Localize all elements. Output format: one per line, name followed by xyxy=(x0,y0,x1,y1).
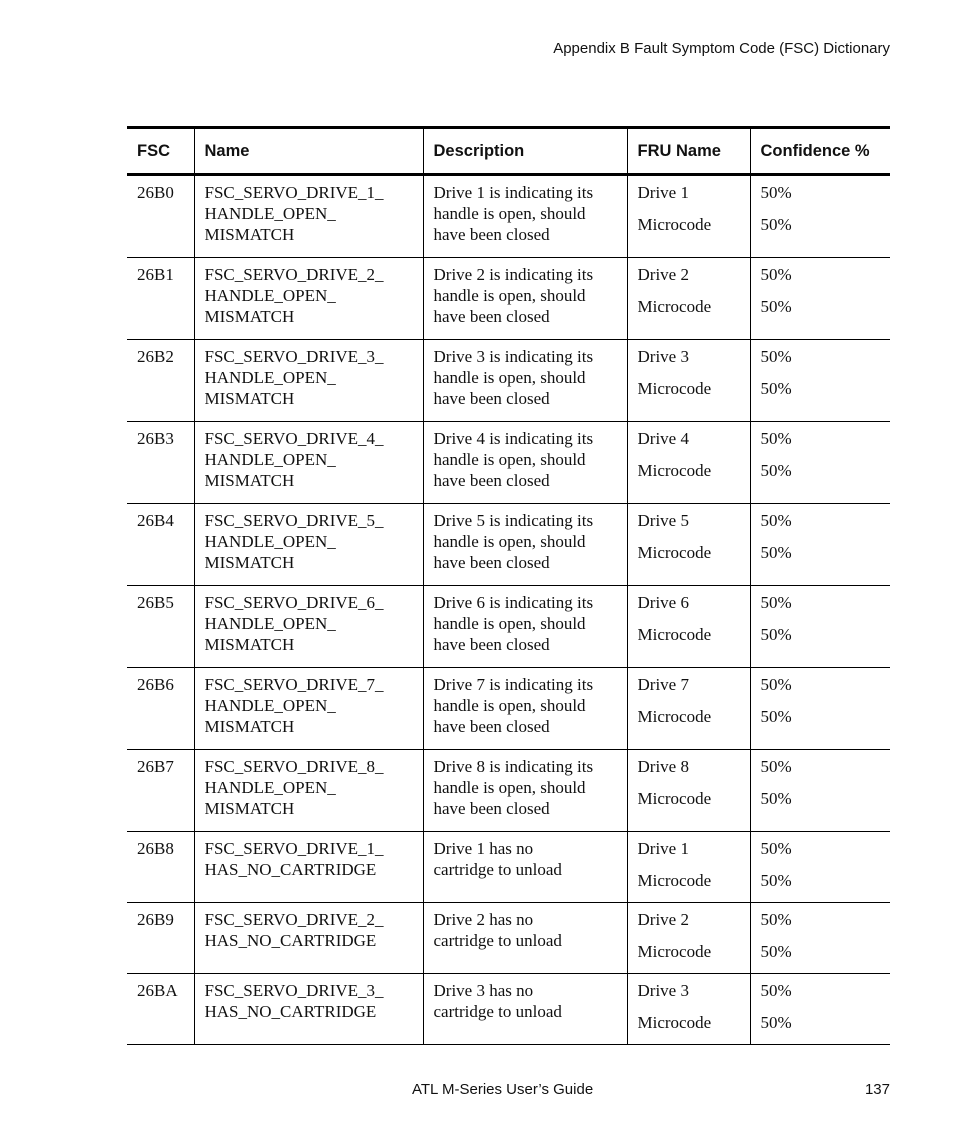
confidence: 50% 50% xyxy=(750,422,890,504)
table-row xyxy=(127,258,890,340)
fsc-name: FSC_SERVO_DRIVE_7_ HANDLE_OPEN_ MISMATCH xyxy=(194,668,423,750)
confidence: 50% 50% xyxy=(750,668,890,750)
fsc-code: 26B3 xyxy=(127,422,194,504)
fsc-name: FSC_SERVO_DRIVE_6_ HANDLE_OPEN_ MISMATCH xyxy=(194,586,423,668)
table-row xyxy=(127,903,890,974)
fru-name: Drive 6 Microcode xyxy=(627,586,750,668)
fsc-code: 26B6 xyxy=(127,668,194,750)
table-row xyxy=(127,832,890,903)
confidence: 50% 50% xyxy=(750,504,890,586)
fsc-code: 26B2 xyxy=(127,340,194,422)
fsc-description: Drive 2 has no cartridge to unload xyxy=(423,903,627,974)
fsc-code: 26B5 xyxy=(127,586,194,668)
fru-name: Drive 3 Microcode xyxy=(627,340,750,422)
fsc-description: Drive 4 is indicating its handle is open, should have been closed xyxy=(423,422,627,504)
column-header-description: Description xyxy=(423,128,627,175)
fsc-name: FSC_SERVO_DRIVE_5_ HANDLE_OPEN_ MISMATCH xyxy=(194,504,423,586)
confidence: 50% 50% xyxy=(750,340,890,422)
fsc-code: 26B8 xyxy=(127,832,194,903)
fsc-code: 26B7 xyxy=(127,750,194,832)
confidence: 50% 50% xyxy=(750,832,890,903)
fsc-code: 26B4 xyxy=(127,504,194,586)
fru-name: Drive 1 Microcode xyxy=(627,832,750,903)
table-row xyxy=(127,750,890,832)
confidence: 50% 50% xyxy=(750,750,890,832)
fru-name: Drive 1 Microcode xyxy=(627,175,750,258)
fsc-description: Drive 3 is indicating its handle is open, should have been closed xyxy=(423,340,627,422)
table-row xyxy=(127,340,890,422)
running-header: Appendix B Fault Symptom Code (FSC) Dictionary xyxy=(553,40,890,57)
fsc-name: FSC_SERVO_DRIVE_2_ HANDLE_OPEN_ MISMATCH xyxy=(194,258,423,340)
table-row xyxy=(127,504,890,586)
fsc-description: Drive 3 has no cartridge to unload xyxy=(423,974,627,1045)
table-row xyxy=(127,422,890,504)
fsc-table-container xyxy=(127,126,890,1045)
confidence: 50% 50% xyxy=(750,903,890,974)
fsc-code: 26BA xyxy=(127,974,194,1045)
fsc-code: 26B9 xyxy=(127,903,194,974)
fsc-name: FSC_SERVO_DRIVE_3_ HANDLE_OPEN_ MISMATCH xyxy=(194,340,423,422)
confidence: 50% 50% xyxy=(750,175,890,258)
column-header-fru-name: FRU Name xyxy=(627,128,750,175)
column-header-confidence: Confidence % xyxy=(750,128,890,175)
fru-name: Drive 5 Microcode xyxy=(627,504,750,586)
fsc-description: Drive 8 is indicating its handle is open, should have been closed xyxy=(423,750,627,832)
fsc-name: FSC_SERVO_DRIVE_8_ HANDLE_OPEN_ MISMATCH xyxy=(194,750,423,832)
fsc-description: Drive 6 is indicating its handle is open, should have been closed xyxy=(423,586,627,668)
fsc-description: Drive 5 is indicating its handle is open, should have been closed xyxy=(423,504,627,586)
fsc-table xyxy=(127,126,890,1045)
table-row xyxy=(127,668,890,750)
fru-name: Drive 7 Microcode xyxy=(627,668,750,750)
fsc-name: FSC_SERVO_DRIVE_2_ HAS_NO_CARTRIDGE xyxy=(194,903,423,974)
fru-name: Drive 2 Microcode xyxy=(627,903,750,974)
fru-name: Drive 2 Microcode xyxy=(627,258,750,340)
fsc-name: FSC_SERVO_DRIVE_3_ HAS_NO_CARTRIDGE xyxy=(194,974,423,1045)
fru-name: Drive 3 Microcode xyxy=(627,974,750,1045)
fsc-code: 26B0 xyxy=(127,175,194,258)
column-header-fsc: FSC xyxy=(127,128,194,175)
confidence: 50% 50% xyxy=(750,974,890,1045)
table-row xyxy=(127,974,890,1045)
confidence: 50% 50% xyxy=(750,586,890,668)
fru-name: Drive 8 Microcode xyxy=(627,750,750,832)
page-number: 137 xyxy=(864,1081,890,1098)
fsc-description: Drive 7 is indicating its handle is open, should have been closed xyxy=(423,668,627,750)
fru-name: Drive 4 Microcode xyxy=(627,422,750,504)
fsc-name: FSC_SERVO_DRIVE_1_ HAS_NO_CARTRIDGE xyxy=(194,832,423,903)
table-header-row xyxy=(127,128,890,175)
fsc-description: Drive 1 is indicating its handle is open, should have been closed xyxy=(423,175,627,258)
fsc-code: 26B1 xyxy=(127,258,194,340)
fsc-description: Drive 2 is indicating its handle is open, should have been closed xyxy=(423,258,627,340)
table-row xyxy=(127,586,890,668)
footer-document-title: ATL M-Series User’s Guide xyxy=(412,1081,594,1098)
column-header-name: Name xyxy=(194,128,423,175)
fsc-description: Drive 1 has no cartridge to unload xyxy=(423,832,627,903)
table-row xyxy=(127,175,890,258)
confidence: 50% 50% xyxy=(750,258,890,340)
fsc-name: FSC_SERVO_DRIVE_4_ HANDLE_OPEN_ MISMATCH xyxy=(194,422,423,504)
fsc-name: FSC_SERVO_DRIVE_1_ HANDLE_OPEN_ MISMATCH xyxy=(194,175,423,258)
